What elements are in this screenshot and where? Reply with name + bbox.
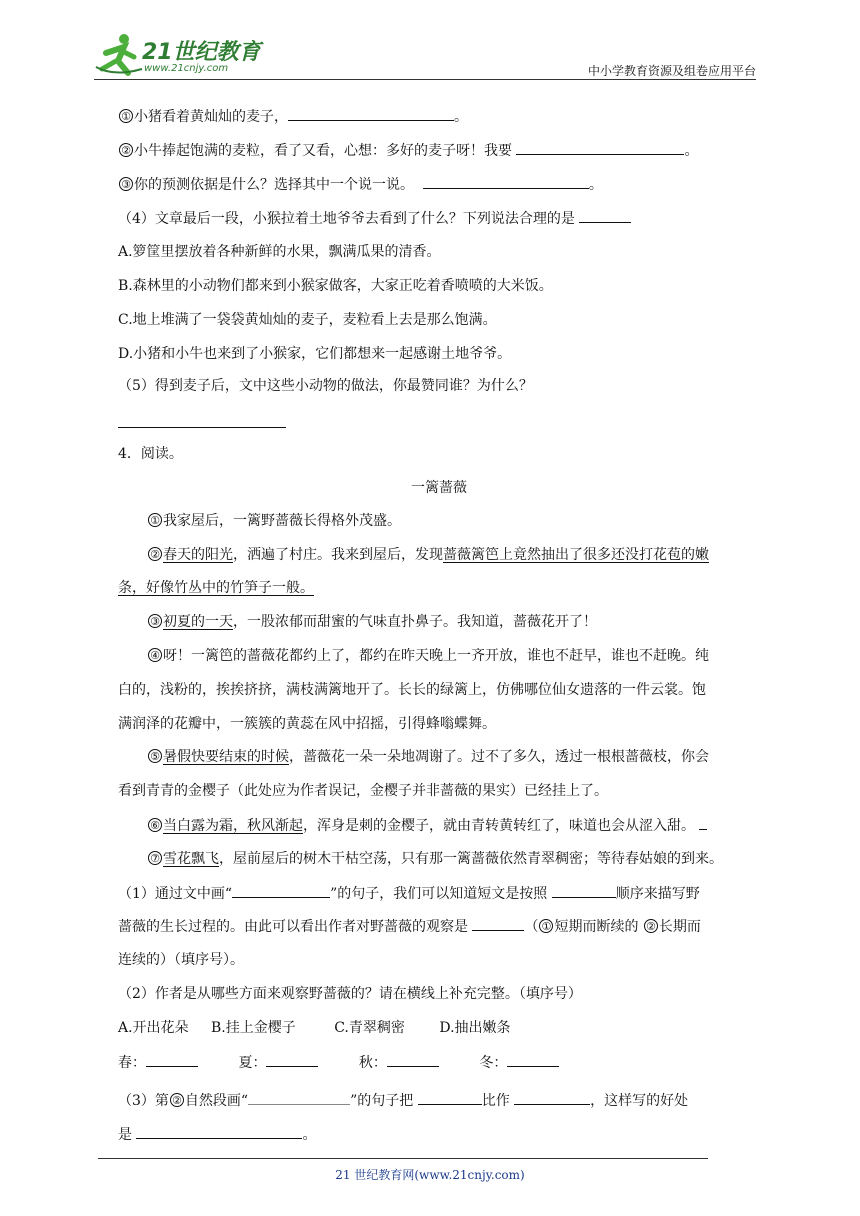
- option-a: A.开出花朵: [118, 1020, 189, 1036]
- answer-blank[interactable]: [387, 1052, 439, 1067]
- header-logo: [94, 33, 264, 79]
- paragraph-4-line3: 满润泽的花瓣中，一簇簇的黄蕊在风中招摇，引得蜂嗡蝶舞。: [118, 716, 496, 732]
- paragraph-5-line2: 看到青青的金樱子（此处应为作者误记，金樱子并非蔷薇的果实）已经挂上了。: [118, 783, 608, 799]
- answer-blank[interactable]: [699, 815, 707, 830]
- answer-blank[interactable]: [266, 1052, 318, 1067]
- paragraph-6: ⑥ 当白露为霜，秋风渐起，浑身是刺的金樱子，就由青转黄转红了，味道也会从涩入甜。: [147, 815, 707, 836]
- answer-blank[interactable]: [507, 1052, 559, 1067]
- q3-item-2: ② 小牛捧起饱满的麦粒，看了又看，心想：多好的麦子呀！我要 。: [118, 140, 698, 161]
- option-c: C.地上堆满了一袋袋黄灿灿的麦子，麦粒看上去是那么饱满。: [118, 312, 497, 328]
- option-b: B.森林里的小动物们都来到小猴家做客，大家正吃着香喷喷的大米饭。: [118, 278, 553, 294]
- seasons-row: 春： 夏： 秋： 冬：: [118, 1052, 559, 1073]
- paragraph-5: ⑤ 暑假快要结束的时候，蔷薇花一朵一朵地凋谢了。过不了多久，透过一根根蔷薇枝，你会: [147, 747, 709, 767]
- paragraph-7: ⑦ 雪花飘飞，屋前屋后的树木干枯空荡，只有那一篱蔷薇依然青翠稠密；等待春姑娘的到来。: [147, 849, 723, 869]
- option-b: B.挂上金樱子: [211, 1020, 296, 1036]
- header-platform-text: 中小学教育资源及组卷应用平台: [587, 64, 756, 78]
- option-d: D.抽出嫩条: [439, 1020, 511, 1036]
- answer-blank[interactable]: [146, 1052, 198, 1067]
- answer-blank[interactable]: [288, 106, 454, 121]
- answer-blank[interactable]: [472, 916, 524, 931]
- question-3: （3）第 ② 自然段画“ ”的句子把 比作 ，这样写的好处: [118, 1090, 688, 1111]
- question-2-options: [118, 1018, 511, 1038]
- answer-blank[interactable]: [516, 140, 684, 155]
- answer-blank[interactable]: [552, 883, 616, 898]
- option-d: D.小猪和小牛也来到了小猴家，它们都想来一起感谢土地爷爷。: [118, 346, 512, 362]
- paragraph-3: ③ 初夏的一天，一股浓郁而甜蜜的气味直扑鼻子。我知道，蔷薇花开了！: [147, 612, 597, 632]
- answer-blank[interactable]: [579, 208, 631, 223]
- answer-blank[interactable]: [423, 174, 589, 189]
- question-3-line2: 是 。: [118, 1124, 316, 1145]
- option-c: C.青翠稠密: [334, 1020, 405, 1036]
- paragraph-2-cont: 条，好像竹丛中的竹笋子一般。: [118, 580, 314, 596]
- q3-question-5: （5）得到麦子后，文中这些小动物的做法，你最赞同谁？为什么？: [118, 378, 533, 394]
- header-divider: [94, 79, 756, 80]
- question-1-line3: 连续的）（填序号）。: [118, 952, 244, 968]
- answer-blank[interactable]: [232, 883, 330, 898]
- answer-blank[interactable]: [514, 1090, 590, 1105]
- q3-question-4: （4）文章最后一段，小猴拉着土地爷爷去看到了什么？下列说法合理的是: [118, 208, 631, 229]
- answer-blank[interactable]: [248, 1090, 350, 1105]
- question-2: （2）作者是从哪些方面来观察野蔷薇的？请在横线上补充完整。（填序号）: [118, 986, 582, 1002]
- passage-title: 一篱蔷薇: [411, 480, 467, 496]
- q3-item-1: ① 小猪看着黄灿灿的麦子， 。: [118, 106, 468, 127]
- question-1-line2: 蔷薇的生长过程的。由此可以看出作者对野蔷薇的观察是 （ ① 短期而断续的 ② 长期而: [118, 916, 701, 937]
- logo-subtext: www.21cnjy.com: [144, 63, 229, 74]
- paragraph-4-line2: 白的，浅粉的，挨挨挤挤，满枝满篱地开了。长长的绿篱上，仿佛哪位仙女遗落的一件云裳。饱: [118, 682, 706, 698]
- logo-text: 21世纪教育: [142, 40, 261, 65]
- question-1: （1）通过文中画“ ”的句子，我们可以知道短文是按照 顺序来描写野: [118, 883, 700, 904]
- paragraph-1: ① 我家屋后，一篱野蔷薇长得格外茂盛。: [147, 511, 401, 531]
- paragraph-2: ② 春天的阳光，洒遍了村庄。我来到屋后，发现蔷薇篱笆上竟然抽出了很多还没打花苞的嫩: [147, 545, 709, 565]
- option-a: A.箩筐里摆放着各种新鲜的水果，飘满瓜果的清香。: [118, 244, 441, 260]
- footer-text: 21 世纪教育网(www.21cnjy.com): [335, 1168, 525, 1182]
- paragraph-4: ④ 呀！一篱笆的蔷薇花都约上了，都约在昨天晚上一齐开放，谁也不赶早，谁也不赶晚。纯: [147, 646, 709, 666]
- answer-blank[interactable]: [136, 1124, 302, 1139]
- answer-line[interactable]: [118, 427, 286, 428]
- q3-item-3: ③ 你的预测依据是什么？选择其中一个说一说。 。: [118, 174, 603, 195]
- answer-blank[interactable]: [418, 1090, 482, 1105]
- section-heading: 4．阅读。: [118, 446, 183, 462]
- footer-divider: [98, 1158, 708, 1159]
- runner-logo-icon: [94, 33, 144, 77]
